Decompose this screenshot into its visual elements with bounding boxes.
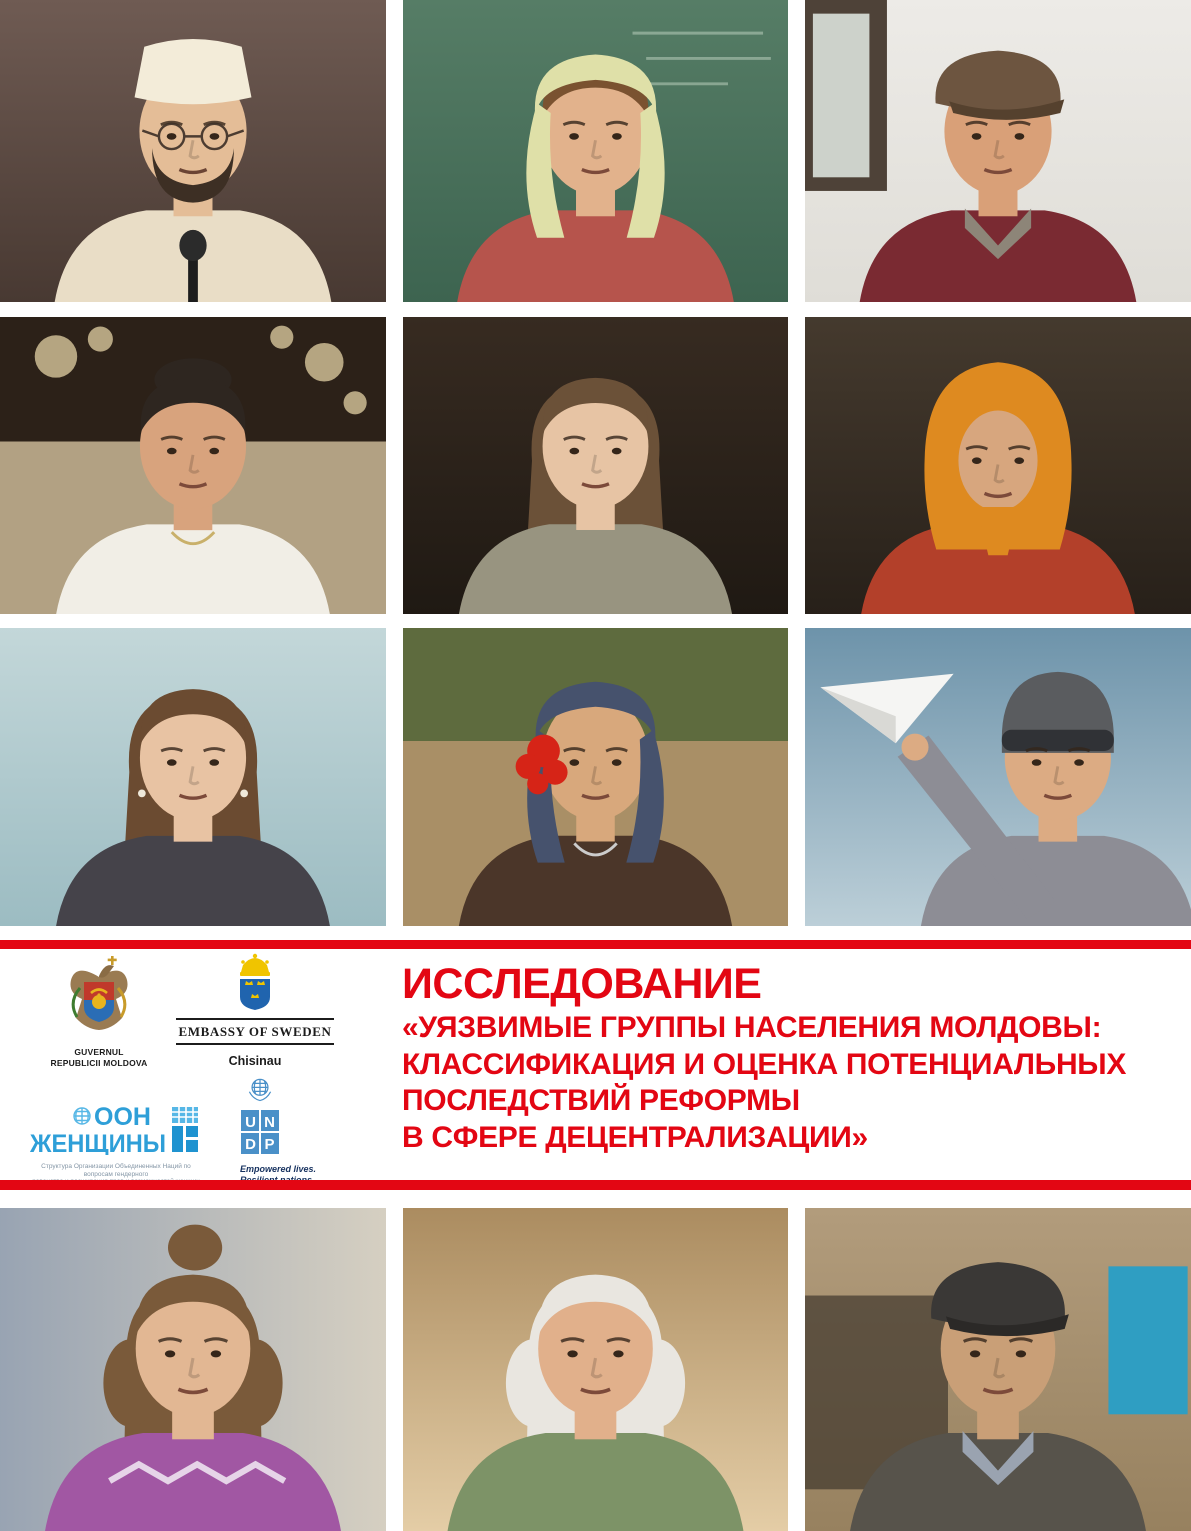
undp-letter-u: U: [245, 1114, 256, 1131]
photo-grid-bottom: [0, 1208, 1191, 1531]
sweden-rule-top: [176, 1018, 334, 1020]
un-women-symbol-icon: [172, 1107, 198, 1152]
sweden-crown-shield-icon: [232, 953, 278, 1011]
un-emblem-icon: [74, 1108, 90, 1124]
photo-little-girl-topknot: [0, 1208, 386, 1531]
embassy-of-sweden-logo: [176, 953, 334, 1068]
un-women-logo: [30, 1105, 202, 1186]
sweden-embassy-name: EMBASSY OF SWEDEN: [178, 1024, 332, 1039]
report-title: [402, 961, 1184, 1156]
undp-letter-d: D: [245, 1136, 256, 1153]
photo-girl-grey-sweater: [403, 317, 788, 614]
un-women-word2: ЖЕНЩИНЫ: [30, 1130, 166, 1155]
un-women-word1: ООН: [94, 1105, 151, 1131]
red-stripe-bottom: [0, 1180, 1191, 1190]
un-women-wordmark: [30, 1105, 202, 1155]
photo-woman-armchair-carpet: [0, 317, 386, 614]
photo-boy-paper-airplane: [805, 628, 1191, 926]
photo-woman-chalkboard: [403, 0, 788, 302]
moldova-caption-line2: REPUBLICII MOLDOVA: [50, 1057, 148, 1068]
photo-elderly-woman-green-blouse: [403, 1208, 788, 1531]
moldova-government-logo: [36, 955, 162, 1068]
sweden-rule-bottom: [176, 1043, 334, 1045]
red-stripe-top: [0, 940, 1191, 949]
photo-elderly-woman-orange-headscarf: [805, 317, 1191, 614]
sweden-embassy-city: Chisinau: [228, 1054, 282, 1068]
undp-letter-n: N: [264, 1114, 275, 1131]
title-line-4: В СФЕРЕ ДЕЦЕНТРАЛИЗАЦИИ»: [402, 1120, 868, 1154]
undp-tagline-line1: Empowered lives.: [240, 1164, 317, 1174]
undp-letter-p: P: [264, 1136, 275, 1153]
title-line-2: КЛАССИФИКАЦИЯ И ОЦЕНКА ПОТЕНЦИАЛЬНЫХ: [402, 1047, 1127, 1081]
undp-letters-icon: [241, 1110, 279, 1154]
title-heading: ИССЛЕДОВАНИЕ: [402, 960, 762, 1008]
logo-title-band: [0, 949, 1191, 1180]
moldova-coat-of-arms-icon: [55, 955, 143, 1039]
title-line-3: ПОСЛЕДСТВИЙ РЕФОРМЫ: [402, 1084, 800, 1117]
photo-girl-earrings: [0, 628, 386, 926]
undp-logo: [240, 1075, 360, 1185]
un-women-tagline-line1: Структура Организации Объединенных Наций по вопросам гендерного: [41, 1163, 191, 1178]
photo-young-man-dark-cap: [805, 1208, 1191, 1531]
un-emblem-icon: [245, 1075, 275, 1105]
title-line-1: «УЯЗВИМЫЕ ГРУППЫ НАСЕЛЕНИЯ МОЛДОВЫ:: [402, 1011, 1102, 1044]
moldova-caption-line1: GUVERNUL: [74, 1047, 124, 1057]
photo-elderly-man-flat-cap: [805, 0, 1191, 302]
photo-imam-speaking: [0, 0, 386, 302]
photo-woman-headscarf-flower: [403, 628, 788, 926]
